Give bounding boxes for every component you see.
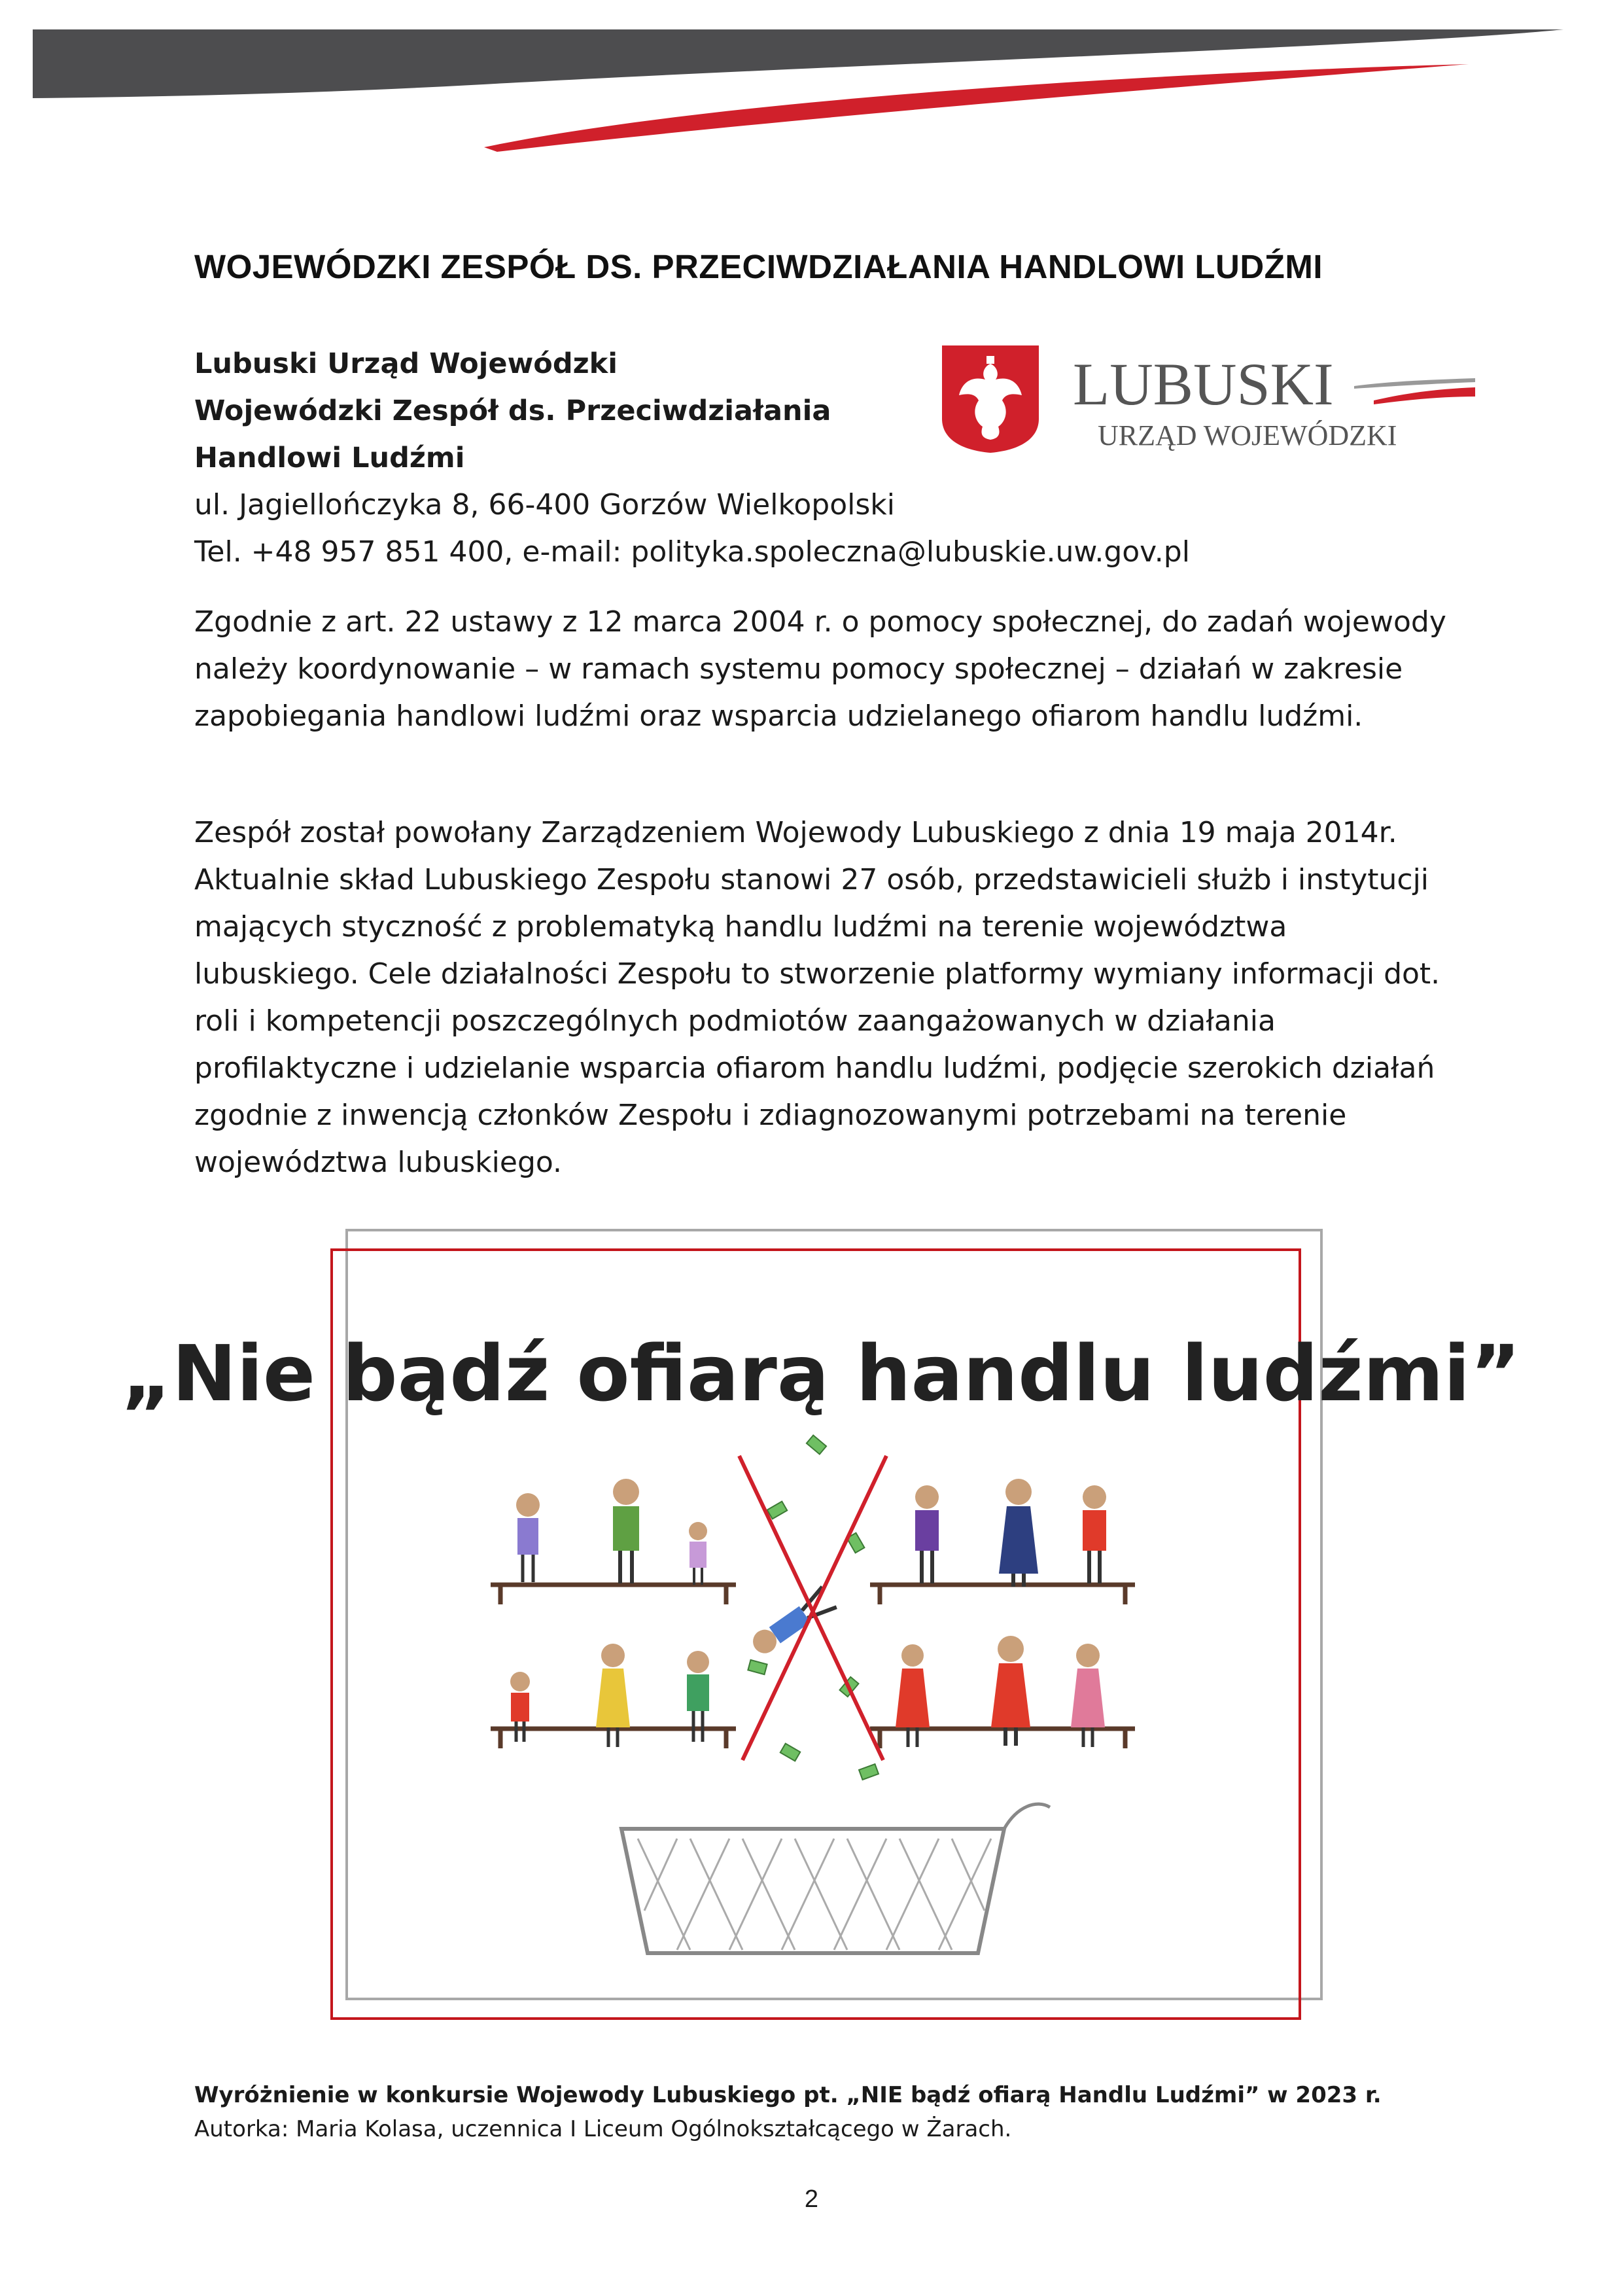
falling-figure: [748, 1587, 837, 1659]
team-name-line1: Wojewódzki Zespół ds. Przeciwdziałania: [194, 395, 831, 427]
polish-eagle-icon: [942, 345, 1039, 453]
figure: [510, 1672, 530, 1742]
office-name: Lubuski Urząd Wojewódzki: [194, 347, 618, 380]
team-name-line2: Handlowi Ludźmi: [194, 442, 465, 474]
address-block: [194, 340, 1190, 576]
figure: [896, 1644, 930, 1747]
header-band-gray: [33, 29, 1563, 98]
figure: [999, 1479, 1038, 1587]
street-address: ul. Jagiellończyka 8, 66-400 Gorzów Wielkopolski: [194, 488, 895, 521]
paragraph-legal-basis: Zgodnie z art. 22 ustawy z 12 marca 2004 r. o pomocy społecznej, do zadań wojewody należy koordynowanie – w ramach systemu pomocy społecznej – działań w zakresie zapobiegania handlowi ludźmi oraz wsparcia udzielanego ofiarom handlu ludźmi.: [194, 605, 1446, 733]
header-band-red: [484, 64, 1469, 152]
logo-swoosh-gray: [1354, 378, 1475, 389]
page-title: WOJEWÓDZKI ZESPÓŁ DS. PRZECIWDZIAŁANIA HANDLOWI LUDŹMI: [194, 248, 1323, 285]
figure: [613, 1479, 639, 1583]
caption-author: Autorka: Maria Kolasa, uczennica I Liceum Ogólnokształcącego w Żarach.: [194, 2116, 1012, 2142]
figure: [1071, 1644, 1105, 1747]
logo-subtitle: URZĄD WOJEWÓDZKI: [1098, 419, 1397, 451]
figure: [1083, 1485, 1106, 1583]
figure: [516, 1493, 540, 1582]
cross-out-mark: [739, 1456, 886, 1760]
page-number: 2: [804, 2185, 819, 2213]
figure: [689, 1522, 707, 1585]
contact-line: Tel. +48 957 851 400, e-mail: polityka.spoleczna@lubuskie.uw.gov.pl: [194, 535, 1190, 569]
basket-icon: [621, 1804, 1050, 1953]
children-figures: [510, 1479, 1106, 1747]
contest-artwork: [121, 1230, 1521, 2041]
logo-name: LUBUSKI: [1073, 351, 1334, 417]
caption-award: Wyróżnienie w konkursie Wojewody Lubuskiego pt. „NIE bądź ofiarą Handlu Ludźmi” w 2023 r.: [194, 2082, 1382, 2108]
artwork-heading: „Nie bądź ofiarą handlu ludźmi”: [121, 1328, 1521, 1419]
artwork-caption: [194, 2078, 1437, 2146]
header-band: [0, 0, 1623, 170]
logo-swoosh-red: [1374, 387, 1475, 404]
figure: [915, 1485, 939, 1583]
figure: [596, 1644, 630, 1747]
paragraph-team-description: Zespół został powołany Zarządzeniem Wojewody Lubuskiego z dnia 19 maja 2014r. Aktualnie skład Lubuskiego Zespołu stanowi 27 osób, przedstawicieli służb i instytucji mających styczność z problematyką handlu ludźmi na terenie województwa lubuskiego. Cele działalności Zespołu to stworzenie platformy wymiany informacji dot. roli i kompetencji poszczególnych podmiotów zaangażowanych w działania profilaktyczne i udzielanie wsparcia ofiarom handlu ludźmi, podjęcie szerokich działań zgodnie z inwencją członków Zespołu i zdiagnozowanymi potrzebami na terenie województwa lubuskiego.: [194, 816, 1440, 1179]
lubuski-logo: [942, 340, 1478, 458]
